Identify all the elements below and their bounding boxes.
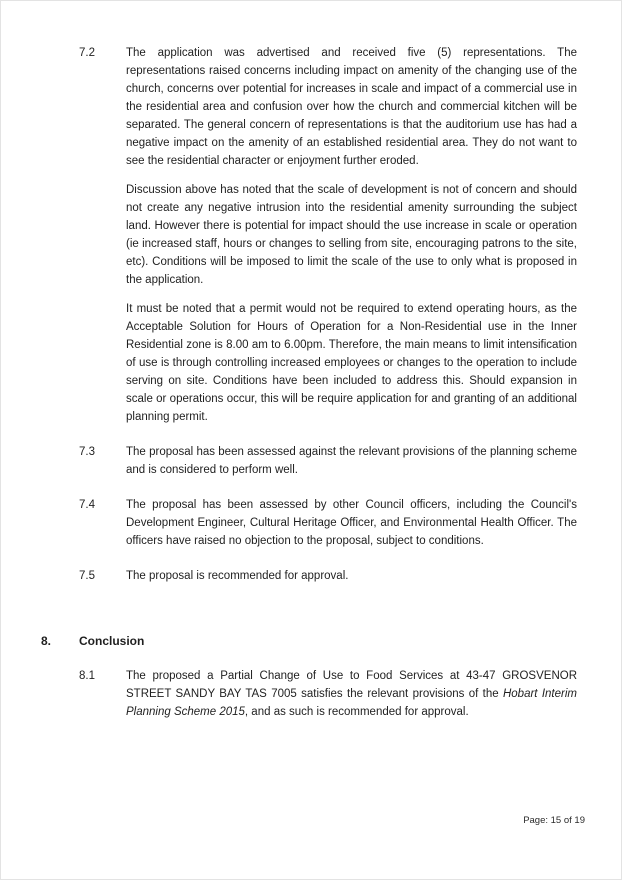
conclusion-text-before: The proposed a Partial Change of Use to Food Services at 43-47 GROSVENOR STREET SANDY BAY TAS 7005 satisfies the relevant provisions of the [126, 670, 577, 700]
paragraph: The proposal is recommended for approval. [126, 570, 349, 582]
page-number-footer: Page: 15 of 19 [523, 815, 585, 826]
section-heading-conclusion [41, 632, 577, 650]
numbered-item-7-5 [79, 567, 577, 585]
paragraph: It must be noted that a permit would not be required to extend operating hours, as the Acceptable Solution for Hours of Operation for a Non-Residential use in the Inner Residential zone is 8.00 am to 6.00pm. Therefore, the main means to limit intensification of use is through controlling increased employees or changes to the operation to include serving on site. Conditions have been included to address this. Should expansion in scale or operations occur, this will be require application for and granting of an additional planning permit. [126, 303, 577, 423]
item-body [126, 44, 577, 426]
section-title: Conclusion [79, 634, 145, 648]
conclusion-text-after: , and as such is recommended for approval. [244, 706, 469, 718]
item-body [126, 567, 577, 585]
paragraph: The application was advertised and received five (5) representations. The representations raised concerns including impact on amenity of the changing use of the church, concerns over potential for increases in scale and impact of a commercial use in the residential area and confusion over how the church and commercial kitchen will be separated. The general concern of representations is that the auditorium use has had a negative impact on the amenity of an established residential area. They do not want to see the residential character or enjoyment further eroded. [126, 47, 577, 167]
item-number: 7.4 [79, 499, 95, 511]
item-number: 8.1 [79, 670, 95, 682]
item-number: 7.3 [79, 446, 95, 458]
section-number: 8. [41, 634, 52, 648]
item-number: 7.2 [79, 47, 95, 59]
scheme-name-italic: Hobart Interim Planning Scheme 2015 [126, 688, 577, 718]
numbered-item-8-1 [79, 667, 577, 721]
paragraph: The proposal has been assessed by other Council officers, including the Council's Development Engineer, Cultural Heritage Officer, and Environmental Health Officer. The officers have raised no objection to the proposal, subject to conditions. [126, 499, 577, 547]
numbered-item-7-2 [79, 44, 577, 426]
numbered-item-7-3 [79, 443, 577, 479]
numbered-item-7-4 [79, 496, 577, 550]
paragraph: The proposal has been assessed against the relevant provisions of the planning scheme and is considered to perform well. [126, 446, 577, 476]
paragraph [126, 667, 577, 721]
item-body [126, 443, 577, 479]
paragraph: Discussion above has noted that the scale of development is not of concern and should not create any negative intrusion into the residential amenity surrounding the subject land. However there is potential for impact should the use increase in scale or operation (ie increased staff, hours or changes to selling from site, encouraging patrons to the site, etc). Conditions will be imposed to limit the scale of the use to only what is proposed in the application. [126, 184, 577, 286]
item-number: 7.5 [79, 570, 95, 582]
item-body [126, 496, 577, 550]
item-body [126, 667, 577, 721]
